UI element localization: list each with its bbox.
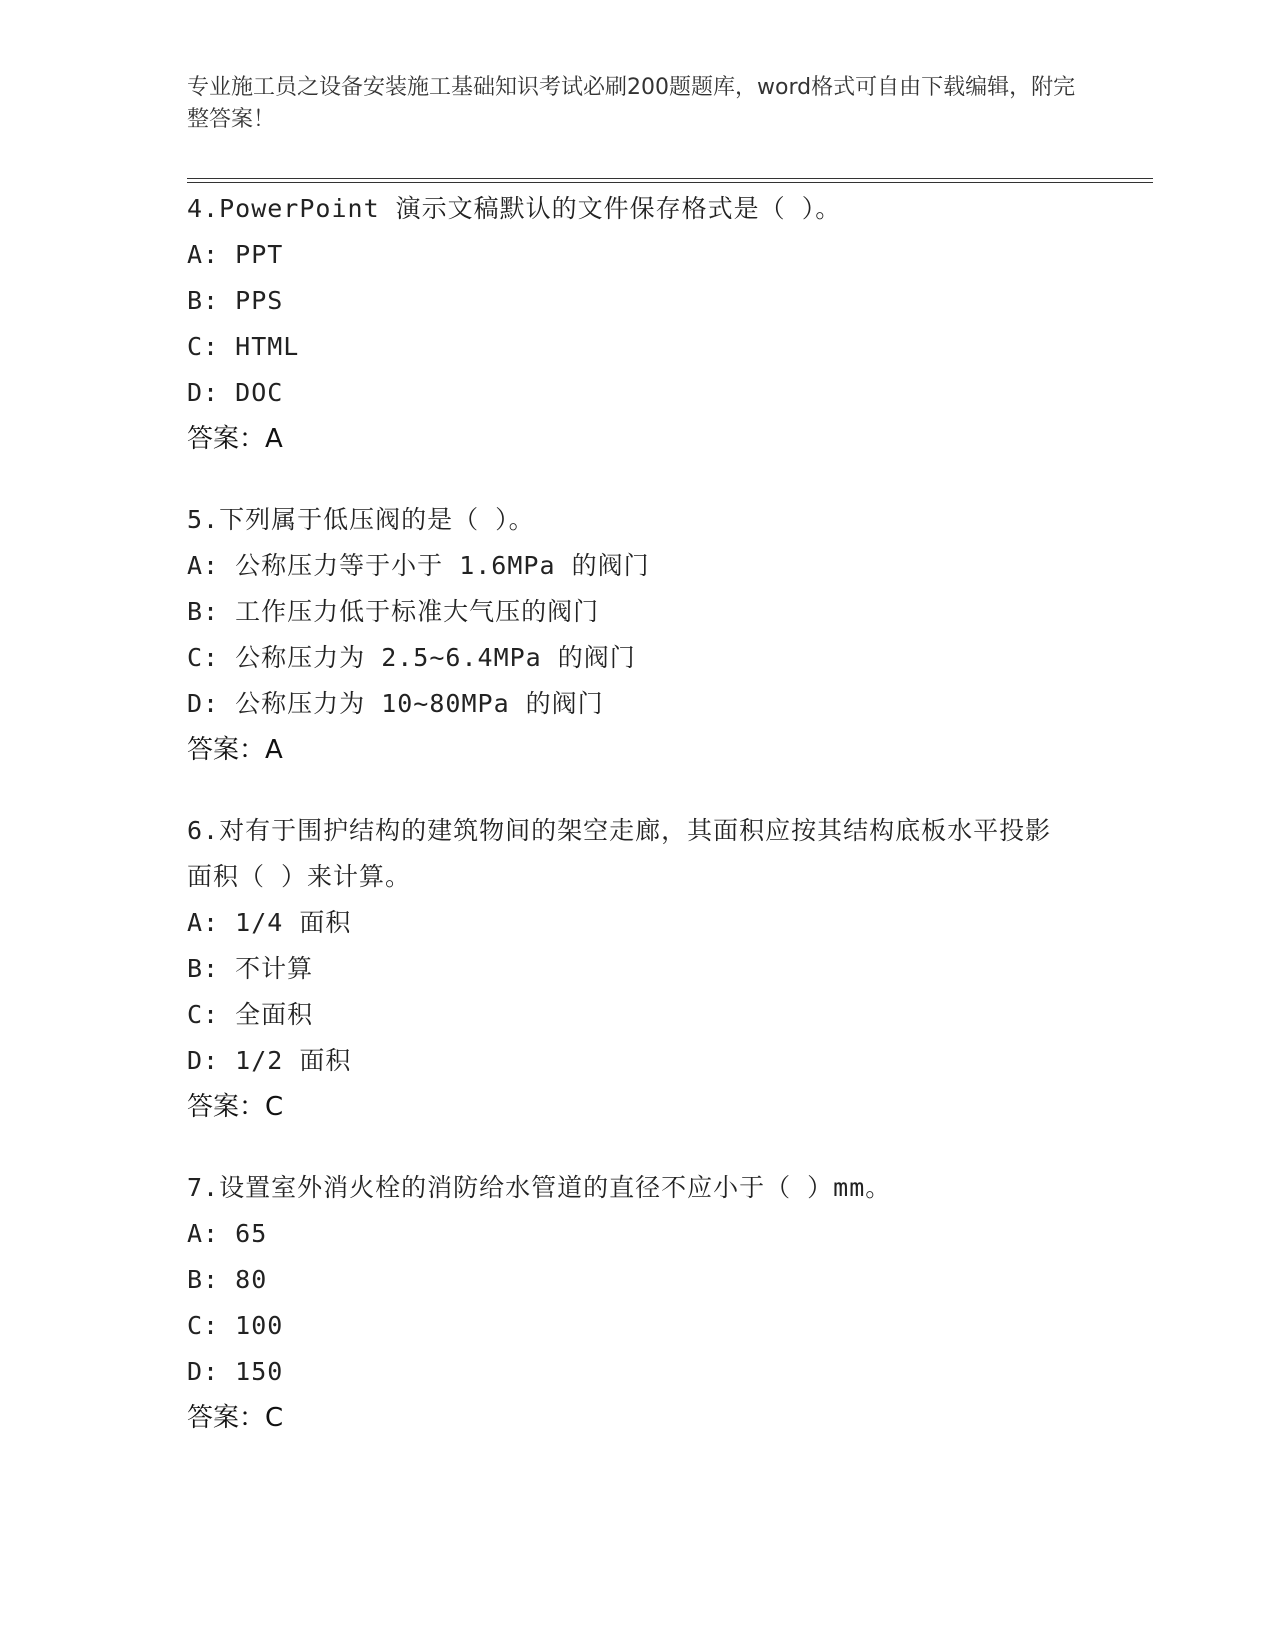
question-4 — [187, 186, 1147, 462]
question-5 — [187, 497, 1147, 773]
option-a: A: PPT — [187, 240, 284, 269]
answer-line: 答案：C — [187, 1403, 284, 1433]
option-a: A: 65 — [187, 1219, 268, 1248]
option-c: C: 公称压力为 2.5~6.4MPa 的阀门 — [187, 643, 636, 672]
header-divider — [187, 178, 1153, 183]
option-c: C: HTML — [187, 332, 300, 361]
question-stem: 6.对有于围护结构的建筑物间的架空走廊，其面积应按其结构底板水平投影面积（ ）来计算。 — [187, 816, 1052, 891]
question-7 — [187, 1165, 1147, 1441]
question-stem: 7.设置室外消火栓的消防给水管道的直径不应小于（ ）mm。 — [187, 1173, 892, 1202]
question-stem: 4.PowerPoint 演示文稿默认的文件保存格式是（ ）。 — [187, 194, 842, 223]
option-d: D: DOC — [187, 378, 284, 407]
option-b: B: PPS — [187, 286, 284, 315]
question-list — [187, 186, 1147, 1476]
option-d: D: 1/2 面积 — [187, 1046, 352, 1075]
option-c: C: 100 — [187, 1311, 284, 1340]
question-stem: 5.下列属于低压阀的是（ ）。 — [187, 505, 535, 534]
option-b: B: 80 — [187, 1265, 268, 1294]
option-b: B: 不计算 — [187, 954, 314, 983]
answer-line: 答案：A — [187, 735, 283, 765]
option-d: D: 150 — [187, 1357, 284, 1386]
option-a: A: 1/4 面积 — [187, 908, 352, 937]
option-b: B: 工作压力低于标准大气压的阀门 — [187, 597, 600, 626]
answer-line: 答案：C — [187, 1092, 284, 1122]
answer-line: 答案：A — [187, 424, 283, 454]
option-c: C: 全面积 — [187, 1000, 314, 1029]
option-d: D: 公称压力为 10~80MPa 的阀门 — [187, 689, 604, 718]
question-6 — [187, 808, 1147, 1130]
document-header: 专业施工员之设备安装施工基础知识考试必刷200题题库，word格式可自由下载编辑，附完整答案！ — [187, 75, 1076, 132]
option-a: A: 公称压力等于小于 1.6MPa 的阀门 — [187, 551, 650, 580]
